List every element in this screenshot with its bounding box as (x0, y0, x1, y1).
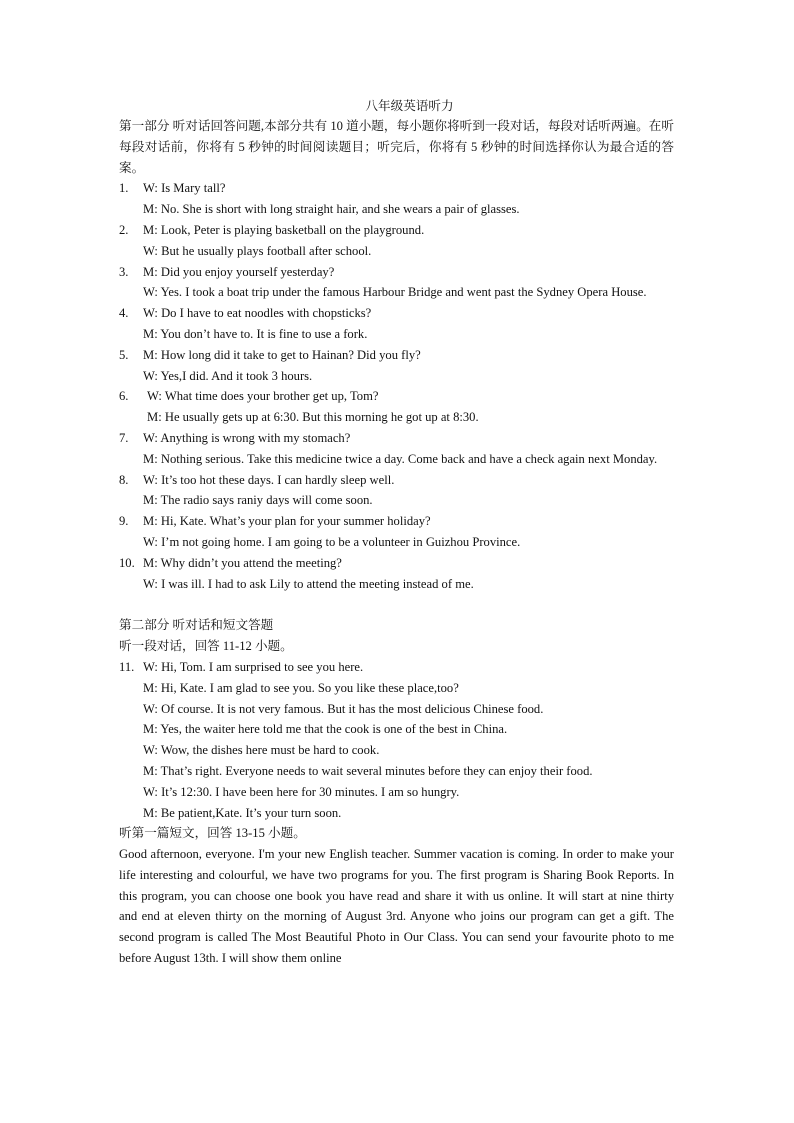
dialog-line: W: Yes. I took a boat trip under the famous Harbour Bridge and went past the Sydney Opera House. (143, 285, 647, 300)
dialog-line: M: You don’t have to. It is fine to use a fork. (143, 326, 368, 341)
item-number: 11. (119, 659, 135, 674)
page-title: 八年级英语听力 (365, 99, 454, 113)
part2-subheading: 听一段对话，回答 11-12 小题。 (119, 639, 293, 654)
dialog-line: M: Look, Peter is playing basketball on the playground. (143, 222, 425, 237)
item-number: 6. (119, 389, 129, 404)
dialog-line: M: Did you enjoy yourself yesterday? (143, 264, 335, 279)
item-number: 7. (119, 430, 129, 445)
dialog-line: W: Wow, the dishes here must be hard to cook. (143, 743, 380, 758)
list-item (119, 428, 674, 470)
part2-subheading: 听第一篇短文，回答 13-15 小题。 (119, 826, 306, 841)
list-item (119, 657, 674, 823)
passage-text: Good afternoon, everyone. I'm your new English teacher. Summer vacation is coming. In order to make your life interesting and colourful, we have two programs for you. The first program is Sharing Book Reports. In this program, you can choose one book you have read and share it with us online. It will start at nine thirty and end at eleven thirty on the morning of August 3rd. Anyone who joins our program can get a gift. The second program is called The Most Beautiful Photo in Our Class. You can send your favourite photo to me before August 13th. I will show them online (119, 847, 674, 966)
list-item (119, 262, 674, 304)
spacer (119, 594, 674, 615)
dialog-line: W: Anything is wrong with my stomach? (143, 430, 351, 445)
dialog-line: M: He usually gets up at 6:30. But this morning he got up at 8:30. (147, 410, 479, 425)
dialog-line: M: Be patient,Kate. It’s your turn soon. (143, 805, 342, 820)
item-number: 5. (119, 347, 129, 362)
part1-list (119, 178, 674, 594)
dialog-line: W: Hi, Tom. I am surprised to see you here. (143, 659, 364, 674)
item-number: 8. (119, 472, 129, 487)
dialog-line: W: Do I have to eat noodles with chopsticks? (143, 306, 372, 321)
dialog-line: W: But he usually plays football after school. (143, 243, 372, 258)
list-item (119, 345, 674, 387)
part2-heading: 第二部分 听对话和短文答题 (119, 618, 274, 633)
dialog-line: M: Hi, Kate. I am glad to see you. So you like these place,too? (143, 680, 459, 695)
list-item (119, 470, 674, 512)
dialog-line: W: What time does your brother get up, Tom? (147, 389, 379, 404)
document-page (119, 96, 674, 969)
item-number: 4. (119, 306, 129, 321)
dialog-line: M: How long did it take to get to Hainan? Did you fly? (143, 347, 421, 362)
list-item (119, 178, 674, 220)
dialog-line: M: The radio says raniy days will come soon. (143, 493, 373, 508)
dialog-line: W: Is Mary tall? (143, 181, 226, 196)
part1-heading: 第一部分 听对话回答问题,本部分共有 10 道小题，每小题你将听到一段对话，每段对话听两遍。在听每段对话前，你将有 5 秒钟的时间阅读题目；听完后，你将有 5 秒钟的时间选择你认为最合适的答案。 (119, 119, 674, 175)
list-item (119, 386, 674, 428)
dialog-line: W: I’m not going home. I am going to be a volunteer in Guizhou Province. (143, 534, 521, 549)
dialog-line: W: I was ill. I had to ask Lily to attend the meeting instead of me. (143, 576, 474, 591)
dialog-line: W: It’s 12:30. I have been here for 30 minutes. I am so hungry. (143, 784, 460, 799)
dialog-line: M: Yes, the waiter here told me that the cook is one of the best in China. (143, 722, 508, 737)
dialog-line: W: It’s too hot these days. I can hardly sleep well. (143, 472, 395, 487)
item-number: 3. (119, 264, 129, 279)
dialog-line: W: Of course. It is not very famous. But it has the most delicious Chinese food. (143, 701, 544, 716)
item-number: 1. (119, 181, 129, 196)
list-item (119, 220, 674, 262)
list-item (119, 553, 674, 595)
dialog-line: M: That’s right. Everyone needs to wait several minutes before they can enjoy their food. (143, 763, 593, 778)
list-item (119, 511, 674, 553)
item-number: 9. (119, 514, 129, 529)
dialog-line: M: Hi, Kate. What’s your plan for your summer holiday? (143, 514, 431, 529)
item-number: 2. (119, 222, 129, 237)
dialog-line: M: Why didn’t you attend the meeting? (143, 555, 342, 570)
dialog-line: M: Nothing serious. Take this medicine twice a day. Come back and have a check again next Monday. (143, 451, 658, 466)
item-number: 10. (119, 555, 135, 570)
dialog-line: M: No. She is short with long straight hair, and she wears a pair of glasses. (143, 202, 520, 217)
dialog-line: W: Yes,I did. And it took 3 hours. (143, 368, 313, 383)
list-item (119, 303, 674, 345)
